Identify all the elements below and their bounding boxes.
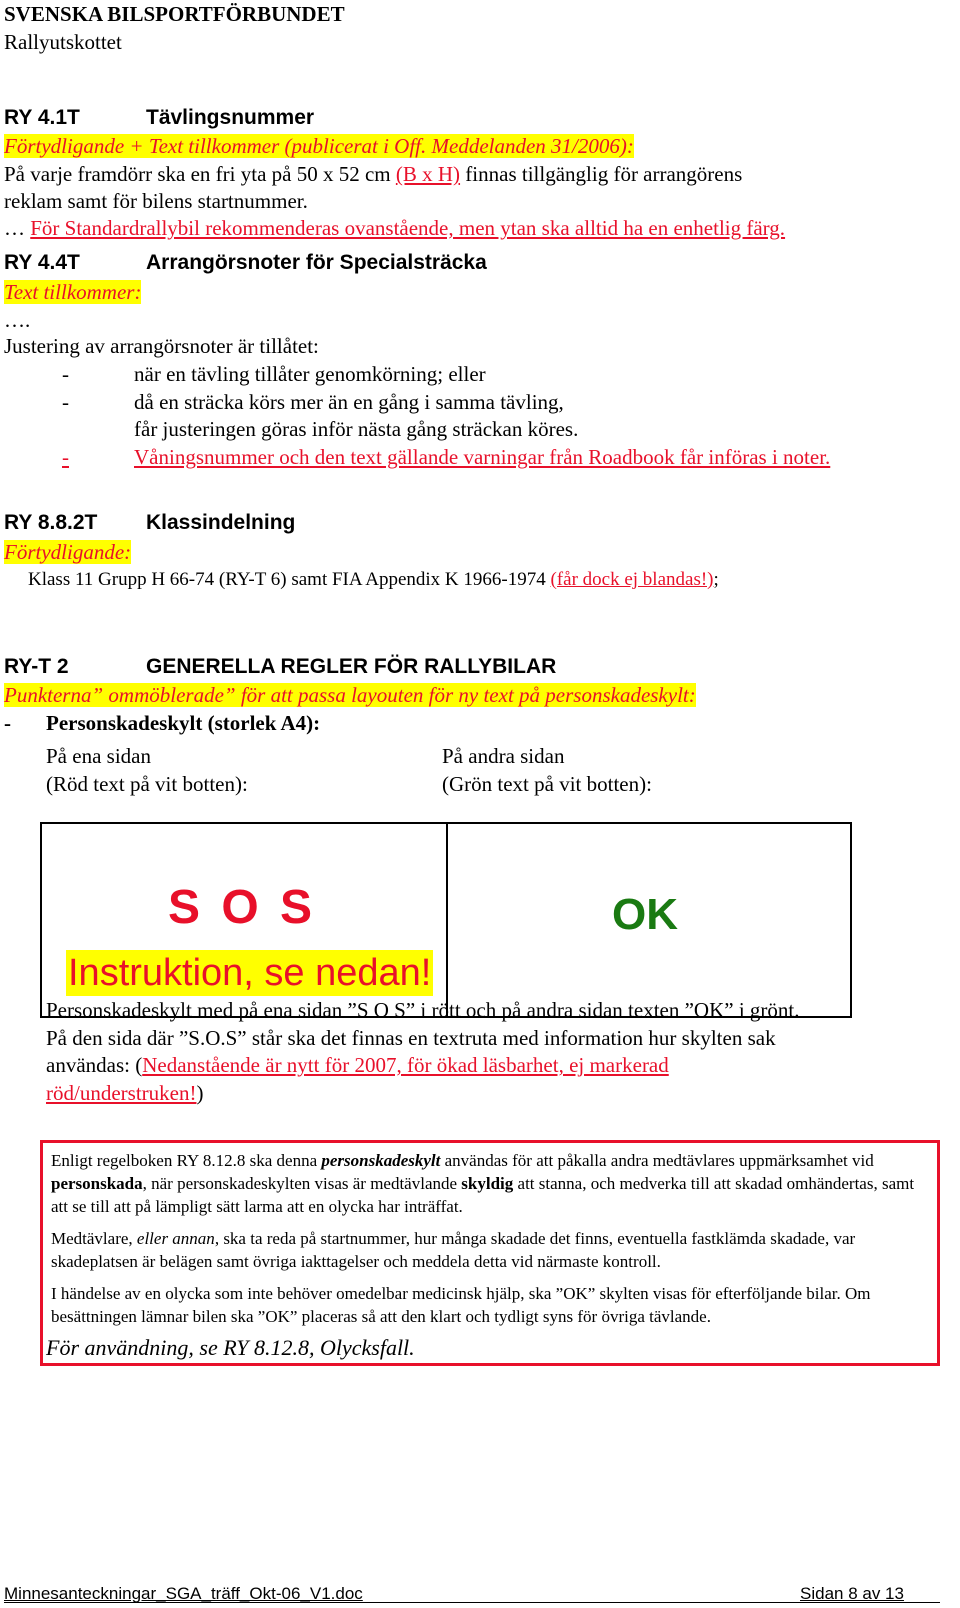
section-number-ryt2: RY-T 2	[4, 655, 69, 678]
sign-divider	[446, 822, 448, 1018]
text: användas: (	[46, 1053, 143, 1077]
paragraph-ry41t-line1	[4, 160, 742, 188]
emphasis: skyldig	[461, 1174, 514, 1193]
description-line1: Personskadeskylt med på ena sidan ”S O S” i rött och på andra sidan texten ”OK” i grönt.	[46, 998, 800, 1022]
emphasis: personskadeskylt	[321, 1151, 441, 1170]
org-name: SVENSKA BILSPORTFÖRBUNDET	[4, 2, 345, 26]
footer-filename: Minnesanteckningar_SGA_träff_Okt-06_V1.doc	[4, 1584, 363, 1603]
list-item: då en sträcka körs mer än en gång i samma tävling,	[134, 390, 564, 414]
section-number-ry44t: RY 4.4T	[4, 251, 80, 274]
instruction-paragraph: I händelse av en olycka som inte behöver omedelbar medicinsk hjälp, ska ”OK” skylten visas för efterföljande bilar. Om besättningen lämnar bilen ska ”OK” placeras så att den klart och tydligt syns för övriga tävlande.	[51, 1284, 871, 1326]
list-item-new: Våningsnummer och den text gällande varningar från Roadbook får införas i noter.	[134, 445, 831, 469]
text: att stanna, och medverka till att skadad omhändertas, samt att se till att på lämpligt sätt larma att en olycka har inträffat.	[51, 1174, 915, 1216]
footer-page-number: Sidan 8 av 13	[800, 1584, 904, 1603]
text: På varje framdörr ska en fri yta på 50 x 52 cm	[4, 162, 396, 186]
side2-sublabel: (Grön text på vit botten):	[442, 772, 652, 796]
text: användas för att påkalla andra medtävlares uppmärksamhet vid	[440, 1151, 874, 1170]
text: ;	[713, 569, 719, 590]
text: , ska ta reda på startnummer, hur många skadade det finns, eventuella fastklämda skadade, var skadeplatsen är belägen samt övriga iakttagelser och meddela detta vid närmaste kontroll.	[51, 1229, 856, 1271]
sos-text: S O S	[168, 881, 317, 934]
text: finnas tillgänglig för arrangörens	[460, 162, 743, 186]
list-dash-new: -	[62, 445, 69, 469]
class-line	[28, 566, 719, 594]
side2-label: På andra sidan	[442, 744, 565, 768]
paragraph-ry41t-line2: reklam samt för bilens startnummer.	[4, 189, 308, 213]
instruction-paragraph	[51, 1149, 929, 1218]
note-ry882t	[4, 538, 131, 566]
instruction-paragraph	[51, 1227, 929, 1273]
side1-label: På ena sidan	[46, 744, 151, 768]
list-dash: -	[4, 711, 11, 735]
section-number-ry41t: RY 4.1T	[4, 106, 80, 129]
instruction-text: Instruktion, se nedan!	[68, 952, 432, 994]
text: Medtävlare,	[51, 1229, 137, 1248]
section-title-ryt2: GENERELLA REGLER FÖR RALLYBILAR	[146, 655, 557, 678]
text: Klass 11 Grupp H 66-74 (RY-T 6) samt FIA Appendix K 1966-1974	[28, 569, 551, 590]
section-number-ry882t: RY 8.8.2T	[4, 511, 98, 534]
inserted-text: Nedanstående är nytt för 2007, för ökad läsbarhet, ej markerad	[142, 1053, 669, 1077]
note-ry41t	[4, 132, 634, 160]
note-ry44t	[4, 278, 141, 306]
inserted-text: För Standardrallybil rekommenderas ovanstående, men ytan ska alltid ha en enhetlig färg.	[30, 216, 786, 240]
description-line4	[46, 1079, 203, 1107]
inserted-text: (får dock ej blandas!)	[550, 569, 714, 590]
inserted-text: (B x H)	[395, 162, 461, 186]
ellipsis: ….	[4, 308, 31, 332]
highlight-note: Förtydligande:	[4, 540, 132, 564]
description-line2: På den sida där ”S.O.S” står ska det finnas en textruta med information hur skylten sak	[46, 1026, 776, 1050]
list-dash: -	[62, 362, 69, 386]
usage-reference: För användning, se RY 8.12.8, Olycksfall.	[46, 1335, 415, 1360]
text: …	[4, 216, 31, 240]
note-ryt2	[4, 681, 696, 709]
section-title-ry882t: Klassindelning	[146, 511, 296, 534]
instruction-box	[40, 1140, 940, 1366]
committee-name: Rallyutskottet	[4, 30, 122, 54]
paragraph-ry41t-line3	[4, 214, 785, 242]
ok-text: OK	[612, 890, 678, 939]
highlight-note: Förtydligande + Text tillkommer (publicerat i Off. Meddelanden 31/2006):	[4, 134, 634, 158]
inserted-text: röd/understruken!	[46, 1081, 197, 1105]
section-title-ry44t: Arrangörsnoter för Specialsträcka	[146, 251, 487, 274]
emphasis: personskada	[51, 1174, 143, 1193]
subheading-sign: Personskadeskylt (storlek A4):	[46, 711, 321, 735]
side1-sublabel: (Röd text på vit botten):	[46, 772, 248, 796]
emphasis: eller annan	[136, 1229, 215, 1248]
text: Enligt regelboken RY 8.12.8 ska denna	[51, 1151, 322, 1170]
list-item-continuation: får justeringen göras inför nästa gång sträckan köres.	[134, 417, 579, 441]
description-line3	[46, 1051, 669, 1079]
text: , när personskadeskylten visas är medtävlande	[142, 1174, 462, 1193]
highlight-note: Punkterna” ommöblerade” för att passa layouten för ny text på personskadeskylt:	[4, 683, 696, 707]
paragraph-intro: Justering av arrangörsnoter är tillåtet:	[4, 334, 319, 358]
list-item: när en tävling tillåter genomkörning; eller	[134, 362, 486, 386]
section-title-ry41t: Tävlingsnummer	[146, 106, 315, 129]
list-dash: -	[62, 390, 69, 414]
highlight-note: Text tillkommer:	[4, 280, 142, 304]
text: )	[196, 1081, 204, 1105]
